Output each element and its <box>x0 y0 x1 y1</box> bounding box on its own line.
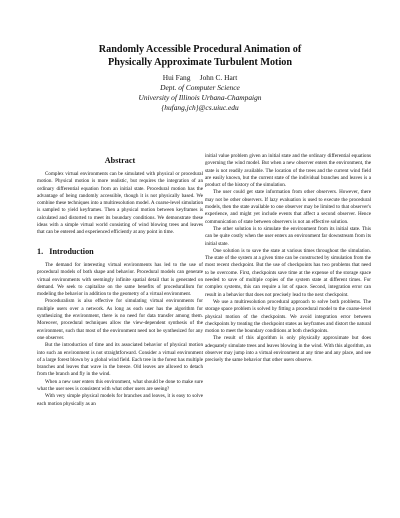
right-paragraph-5: We use a multiresolution procedural approach to solve both problems. The storage space problem is solved by fitting a procedural model to the coarse-level physical motion of the checkpoints. We avoid integration error between checkpoints by treating the checkpoint states as keyframes and distort the natural motion to meet the boundary conditions at both checkpoints. <box>205 298 371 335</box>
abstract-heading: Abstract <box>104 156 136 165</box>
introduction-body <box>37 262 203 408</box>
right-paragraph-2: The user could get state information from other observers. However, there may not be other observers. If lazy evaluation is used to execute the procedural models, then the state available to one observer may be limited to that observer's experience, and might yet include events that affect a second observer. Hence communication of state between observers is not an effective solution. <box>205 189 371 225</box>
right-paragraph-3: The other solution is to simulate the environment from its initial state. This can be quite costly when the user enters an environment far downstream from its initial state. <box>205 225 371 247</box>
introduction-heading: 1. Introduction <box>37 247 94 256</box>
intro-paragraph-5: With very simple physical models for branches and leaves, it is easy to solve each motion physically as an <box>37 393 203 407</box>
author-department: Dept. of Computer Science <box>160 83 240 92</box>
introduction-heading-block <box>37 247 203 257</box>
intro-paragraph-1: The demand for interesting virtual environments has led to the use of procedural models of both shape and behavior. Procedural models can generate virtual environments with seemingly infinite spatial detail that is generated on demand. We seek to capitalize on the same benefits of procedurallism for modeling the behavior in addition to the geometry of a virtual environment. <box>37 262 203 298</box>
right-column <box>205 153 371 365</box>
abstract-paragraph: Complex virtual environments can be simulated with physical or procedural motion. Physical motion is more realistic, but requires the integration of an ordinary differential equation from an initial state. Procedural motion has the advantage of being randomly accessible, though it is not physically based. We combine these techniques into a multiresolution model. A coarse-level simulation is sampled to yield keyframes. Then a physical motion between keyframes is calculated and distorted to meet its boundary conditions. We demonstrate these ideas with a simple virtual world consisting of wind blowing trees and leaves that can be entered and experienced efficiently at any point in time. <box>37 171 203 236</box>
intro-paragraph-2: Proceduralism is also effective for simulating virtual environments for multiple users over a network. As long as each user has the algorithm for synthesizing the environment, there is no need for data transfer among them. Moreover, procedural techniques allow the view-dependent synthesis of the environment, such that most of the environment need not be synthesized for any one observer. <box>37 298 203 341</box>
right-paragraph-1: initial value problem given an initial state and the ordinary differential equations governing the wind model. But when a new observer enters the environment, the state is not readily available. The location of the trees and the current wind field are easily known, but the current state of the individual branches and leaves is a product of the history of the simulation. <box>205 153 371 189</box>
intro-paragraph-4: When a new user enters this environment, what should be done to make sure what the user sees is consistent with what other users are seeing? <box>37 378 203 393</box>
title-line-2: Physically Approximate Turbulent Motion <box>107 57 293 68</box>
paper-title <box>0 43 400 69</box>
author-block <box>0 73 400 113</box>
abstract-heading-block <box>37 156 203 166</box>
author-email: {hufang,jch}@cs.uiuc.edu <box>161 103 239 112</box>
abstract-body <box>37 171 203 237</box>
title-line-1: Randomly Accessible Procedural Animation of <box>98 44 302 55</box>
author-names: Hui Fang John C. Hart <box>162 73 238 82</box>
right-paragraph-4: One solution is to save the state at various times throughout the simulation. The state of the system at a given time can be constructed by simulation from the most recent checkpoint. But the use of checkpoints has two problems that need to be overcome. First, checkpoints save time at the expense of the storage space needed to save of multiple copies of the system state at different times. For complex systems, this can require a lot of space. Second, integration error can result in a behavior that does not precisely lead to the next checkpoint. <box>205 247 371 298</box>
right-paragraph-6: The result of this algorithm is only physically approximate but does adequately simulate trees and leaves blowing in the wind. With this algorithm, an observer may jump into a virtual environment at any time and any place, and see precisely the same behavior that other users observe. <box>205 335 371 364</box>
intro-paragraph-3: But the introduction of time and its associated behavior of physical motion into such an environment is not straightforward. Consider a virtual environment of a large forest blown by a global wind field. Each tree in the forest has multiple branches and leaves that wave in the breeze. Old leaves are allowed to detach from the branch and fly in the wind. <box>37 342 203 378</box>
author-university: University of Illinois Urbana-Champaign <box>138 93 262 102</box>
